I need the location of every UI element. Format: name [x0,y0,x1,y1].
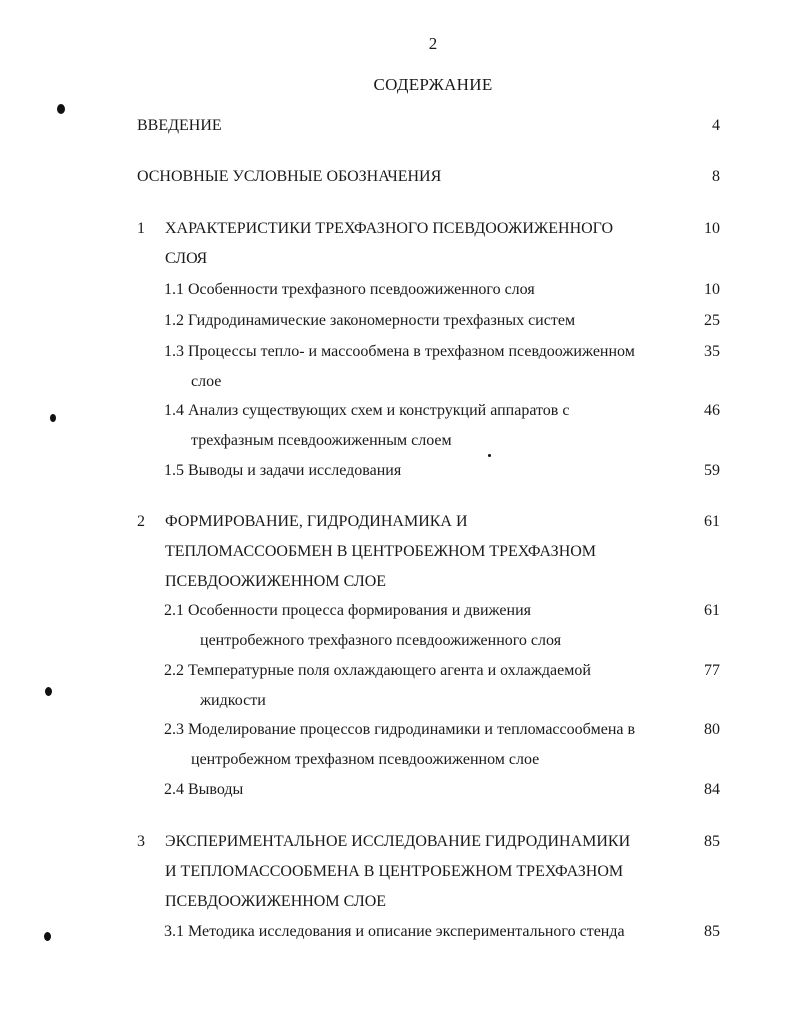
chapter-title: ПСЕВДООЖИЖЕННОМ СЛОЕ [165,573,387,590]
section-title: 2.3 Моделирование процессов гидродинамики и тепломассообмена в [164,721,636,738]
section-title-cont: жидкости [200,692,266,709]
chapter-title: СЛОЯ [165,250,208,267]
chapter-title: ТЕПЛОМАССООБМЕН В ЦЕНТРОБЕЖНОМ ТРЕХФАЗНОМ [165,543,597,560]
toc-entry-notation: ОСНОВНЫЕ УСЛОВНЫЕ ОБОЗНАЧЕНИЯ [137,168,442,185]
toc-page-notation: 8 [712,168,720,185]
section-page: 25 [704,312,720,329]
section-title: 1.3 Процессы тепло- и массообмена в трехфазном псевдоожиженном [164,343,635,360]
section-title-cont: слое [191,373,222,390]
section-title: 1.1 Особенности трехфазного псевдоожиженного слоя [164,281,535,298]
scan-speck [488,454,491,457]
toc-title: СОДЕРЖАНИЕ [373,75,493,94]
section-title: 1.2 Гидродинамические закономерности трехфазных систем [164,312,576,329]
page-number: 2 [428,34,438,53]
chapter-title: ФОРМИРОВАНИЕ, ГИДРОДИНАМИКА И [165,513,468,530]
chapter-page: 85 [704,833,720,850]
section-page: 59 [704,462,720,479]
section-title: 2.2 Температурные поля охлаждающего агента и охлаждаемой [164,662,591,679]
chapter-title: ПСЕВДООЖИЖЕННОМ СЛОЕ [165,893,387,910]
chapter-number: 3 [137,833,145,850]
section-title: 2.1 Особенности процесса формирования и движения [164,602,531,619]
section-title: 3.1 Методика исследования и описание экспериментального стенда [164,923,625,940]
section-page: 10 [704,281,720,298]
section-title: 1.5 Выводы и задачи исследования [164,462,402,479]
section-title: 1.4 Анализ существующих схем и конструкций аппаратов с [164,402,570,419]
chapter-title: ХАРАКТЕРИСТИКИ ТРЕХФАЗНОГО ПСЕВДООЖИЖЕННОГО [165,220,614,237]
section-title: 2.4 Выводы [164,781,244,798]
chapter-page: 61 [704,513,720,530]
chapter-number: 1 [137,220,145,237]
section-page: 80 [704,721,720,738]
section-page: 61 [704,602,720,619]
chapter-title: ЭКСПЕРИМЕНТАЛЬНОЕ ИССЛЕДОВАНИЕ ГИДРОДИНАМИКИ [165,833,631,850]
scan-speck [57,104,65,114]
toc-page-intro: 4 [712,117,720,134]
chapter-title: И ТЕПЛОМАССООБМЕНА В ЦЕНТРОБЕЖНОМ ТРЕХФАЗНОМ [165,863,624,880]
scan-speck [45,687,52,696]
section-page: 46 [704,402,720,419]
section-page: 77 [704,662,720,679]
section-title-cont: центробежного трехфазного псевдоожиженного слоя [200,632,562,649]
scan-speck [44,932,51,941]
section-title-cont: центробежном трехфазном псевдоожиженном слое [191,751,540,768]
section-page: 84 [704,781,720,798]
section-page: 35 [704,343,720,360]
section-title-cont: трехфазным псевдоожиженным слоем [191,432,452,449]
section-page: 85 [704,923,720,940]
toc-entry-intro: ВВЕДЕНИЕ [137,117,222,134]
scan-speck [50,414,56,422]
chapter-page: 10 [704,220,720,237]
chapter-number: 2 [137,513,145,530]
